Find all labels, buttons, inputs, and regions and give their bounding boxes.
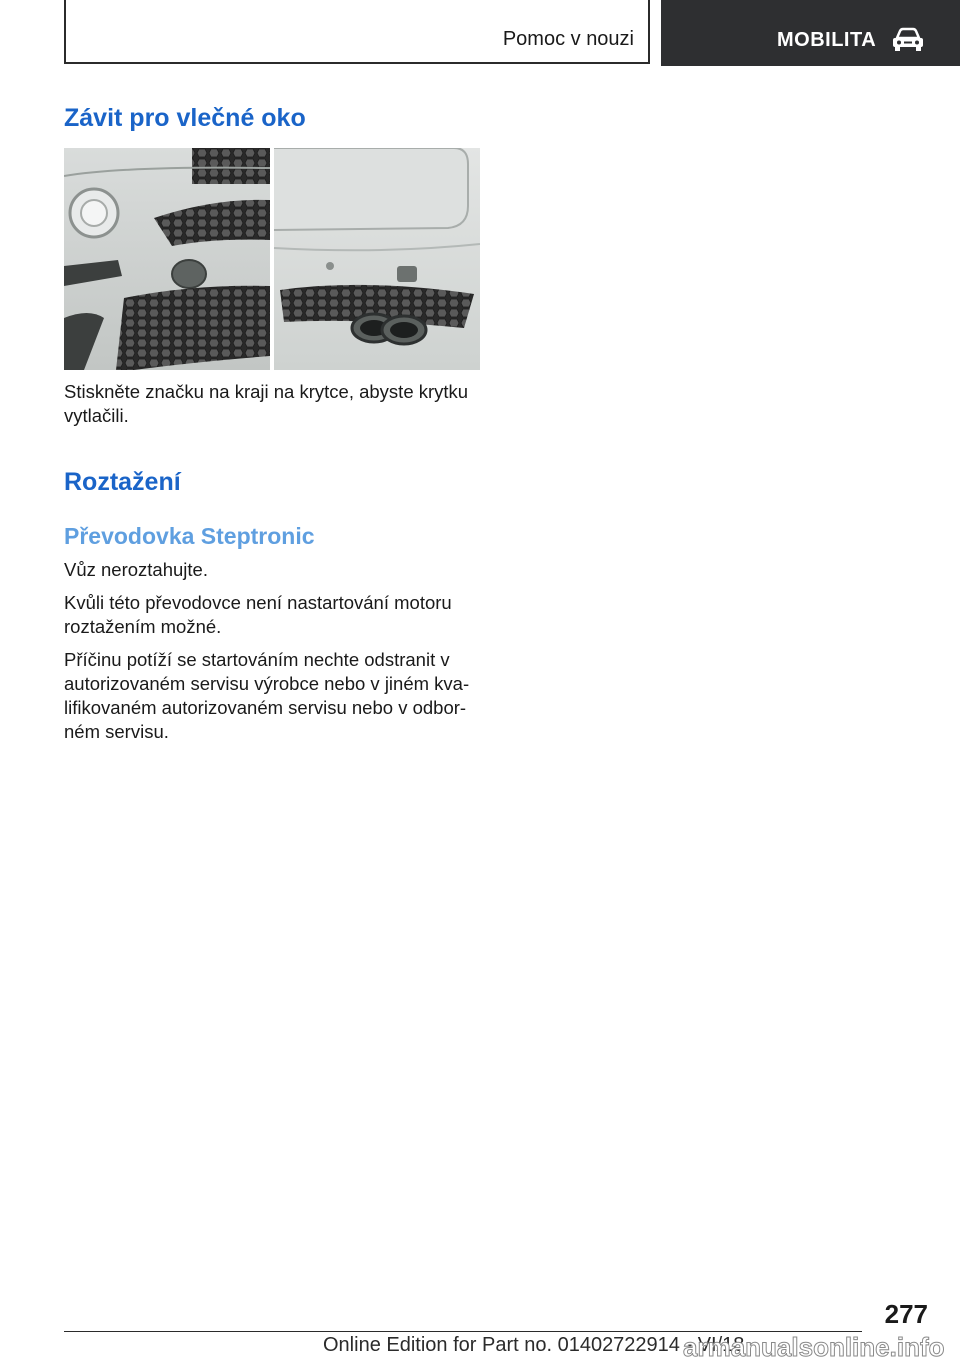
- page-number: 277: [884, 1299, 928, 1329]
- header-chapter-title: MOBILITA: [777, 29, 877, 51]
- paragraph-1: Vůz neroztahujte.: [64, 559, 208, 580]
- header-section-box: [64, 0, 650, 64]
- footer-edition-text: Online Edition for Part no. 01402722914 - VI/18: [323, 1334, 745, 1356]
- front-and-rear-bumper-photo: [64, 148, 480, 370]
- footer-watermark: armanualsonline.info: [683, 1332, 945, 1362]
- paragraph-3: Příčinu potíží se startováním nechte odstranit v autorizovaném servisu výrobce nebo v jiném kva-lifikovaném autorizovaném servisu nebo v odbor-ném servisu.: [64, 649, 470, 742]
- section-heading-towing: Roztažení: [64, 468, 181, 496]
- header-section-title: Pomoc v nouzi: [502, 28, 634, 50]
- section-heading: Závit pro vlečné oko: [64, 104, 306, 132]
- subsection-heading: Převodovka Steptronic: [64, 523, 315, 549]
- car-icon: [891, 27, 925, 53]
- paragraph-2: Kvůli této převodovce není nastartování motoru roztažením možné.: [64, 592, 452, 637]
- figure-caption: Stiskněte značku na kraji na krytce, abyste krytku vytlačili.: [64, 381, 469, 426]
- header-chapter-tab: [661, 0, 960, 66]
